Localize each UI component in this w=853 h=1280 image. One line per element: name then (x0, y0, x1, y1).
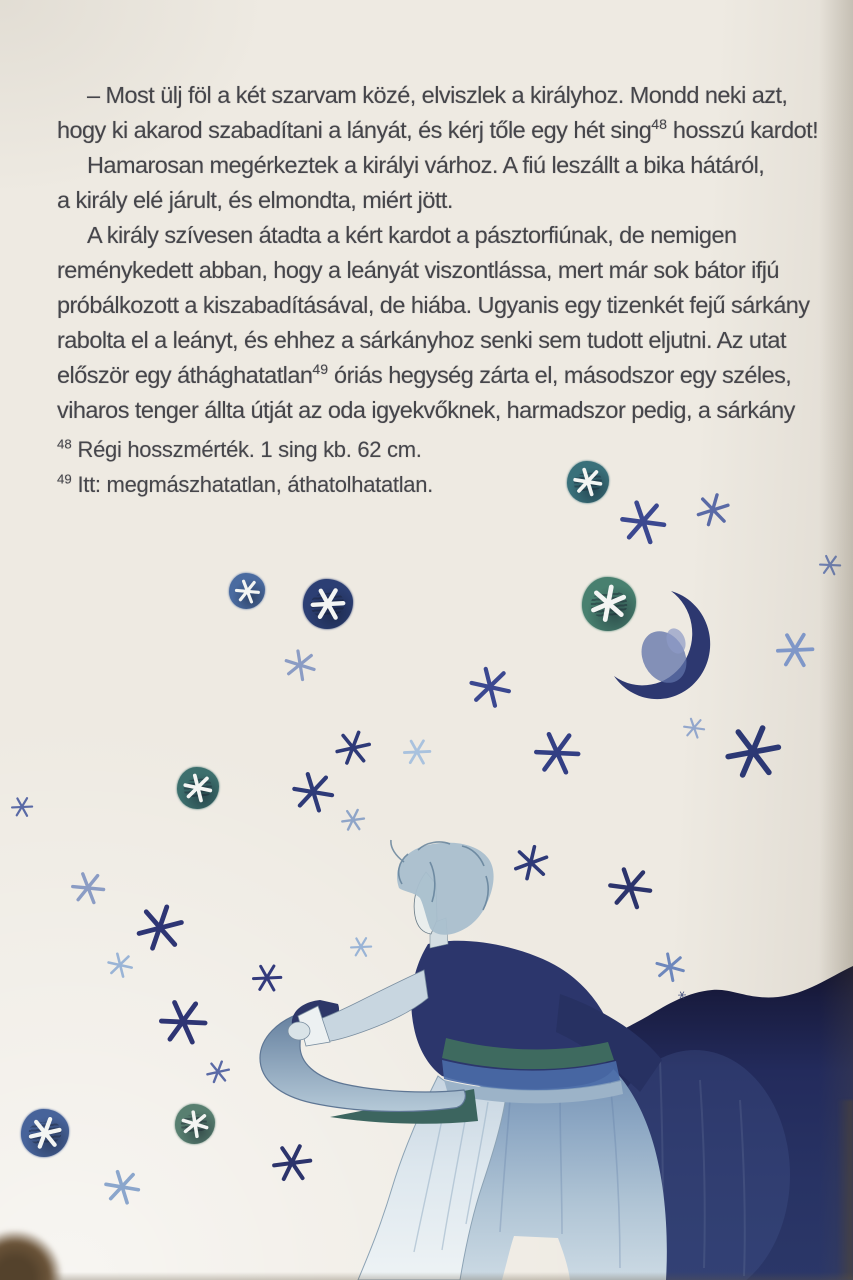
star-icon (620, 499, 666, 545)
text-line: próbálkozott a kiszabadításával, de hiába. Ugyanis egy tizenkét fejű sárkány (57, 292, 810, 318)
star-icon (335, 730, 371, 766)
star-icon (104, 1169, 140, 1205)
star-icon (513, 845, 549, 881)
boy-vest (411, 941, 617, 1089)
collage-texture (183, 777, 213, 800)
star-icon (136, 904, 184, 952)
star-icon (206, 1060, 230, 1084)
star-icon (11, 796, 33, 818)
bull (424, 966, 853, 1280)
boy-hand (288, 1022, 310, 1040)
star-icon (252, 963, 282, 993)
star-medallion (175, 1104, 215, 1144)
text-line: hogy ki akarod szabadítani a lányát, és kérj tőle egy hét sing$^{48}$ hosszú kardot! (57, 116, 819, 143)
star-icon (179, 1108, 211, 1140)
boy-sash-teal (442, 1038, 614, 1069)
star-medallion (21, 1109, 69, 1157)
collage-texture (589, 590, 627, 619)
finger-shadow (0, 1230, 62, 1280)
collage-texture (180, 1114, 208, 1135)
star-medallion (177, 767, 219, 809)
text-line: – Most ülj föl a két szarvam közé, elviszlek a királyhoz. Mondd neki azt, (87, 82, 788, 108)
star-icon (181, 771, 215, 805)
star-icon (272, 1143, 312, 1183)
boy-arm (320, 970, 428, 1042)
boy-cuff (298, 1006, 330, 1046)
text-line: először egy áthághatatlan$^{49}$ óriás hegység zárta el, másodszor egy széles, (57, 361, 792, 388)
footnote-marker: 49 (57, 471, 72, 487)
collage-texture (573, 471, 603, 494)
boy-rider (358, 840, 662, 1280)
star-icon (776, 631, 814, 669)
star-icon (107, 952, 133, 978)
page-edge-shadow (837, 1100, 853, 1280)
star-icon (678, 991, 686, 999)
star-icon (534, 730, 580, 776)
body-text (57, 78, 829, 428)
star-icon (350, 936, 372, 958)
boy-sash-blue (442, 1060, 620, 1090)
star-icon (341, 808, 365, 832)
text-line: reménykedett abban, hogy a leányát viszontlássa, mert már sok bátor ifjú (57, 257, 779, 283)
text-line: rabolta el a leányt, és ehhez a sárkányhoz senki sem tudott eljutni. Az utat (57, 327, 786, 353)
star-icon (403, 738, 431, 766)
boy-skirt (358, 1076, 506, 1280)
boy-neck (430, 918, 448, 948)
text-line: a király elé járult, és elmondta, miért jött. (57, 187, 453, 213)
star-icon (159, 998, 207, 1046)
star-icon (308, 584, 348, 624)
star-icon (26, 1114, 64, 1152)
star-icon (696, 493, 730, 527)
star-icon (683, 717, 705, 739)
star-icon (469, 666, 511, 708)
star-icon (233, 577, 262, 606)
star-medallion (567, 461, 609, 503)
star-medallion (582, 577, 636, 631)
footnote: $^{49}$ Itt: megmászhatatlan, áthatolhatatlan. (57, 471, 433, 497)
bottom-edge-shadow (0, 1272, 853, 1280)
moon (614, 591, 710, 699)
star-icon (725, 724, 781, 780)
star-icon (284, 649, 316, 681)
footnotes (57, 432, 433, 502)
boy-hair (397, 843, 494, 935)
text-line: viharos tenger állta útját az oda igyekvőknek, harmadszor pedig, a sárkány (57, 397, 795, 423)
star-medallion (303, 579, 353, 629)
star-icon (292, 771, 334, 813)
boy-face (414, 872, 437, 934)
collage-texture (310, 591, 346, 618)
page-curve-shadow (819, 0, 853, 1280)
star-icon (571, 465, 605, 499)
star-icon (608, 866, 652, 910)
star-icon (71, 871, 105, 905)
text-line: Hamarosan megérkeztek a királyi várhoz. A fiú leszállt a bika hátáról, (87, 152, 765, 178)
star-medallion (229, 573, 265, 609)
star-icon (655, 952, 685, 982)
collage-texture (27, 1121, 61, 1147)
star-icon (587, 582, 630, 625)
text-line: A király szívesen átadta a kért kardot a pásztorfiúnak, de nemigen (87, 222, 737, 248)
bull-horn (260, 970, 478, 1124)
footnote: $^{48}$ Régi hosszmérték. 1 sing kb. 62 cm. (57, 436, 422, 462)
footnote-marker: 48 (57, 436, 72, 452)
